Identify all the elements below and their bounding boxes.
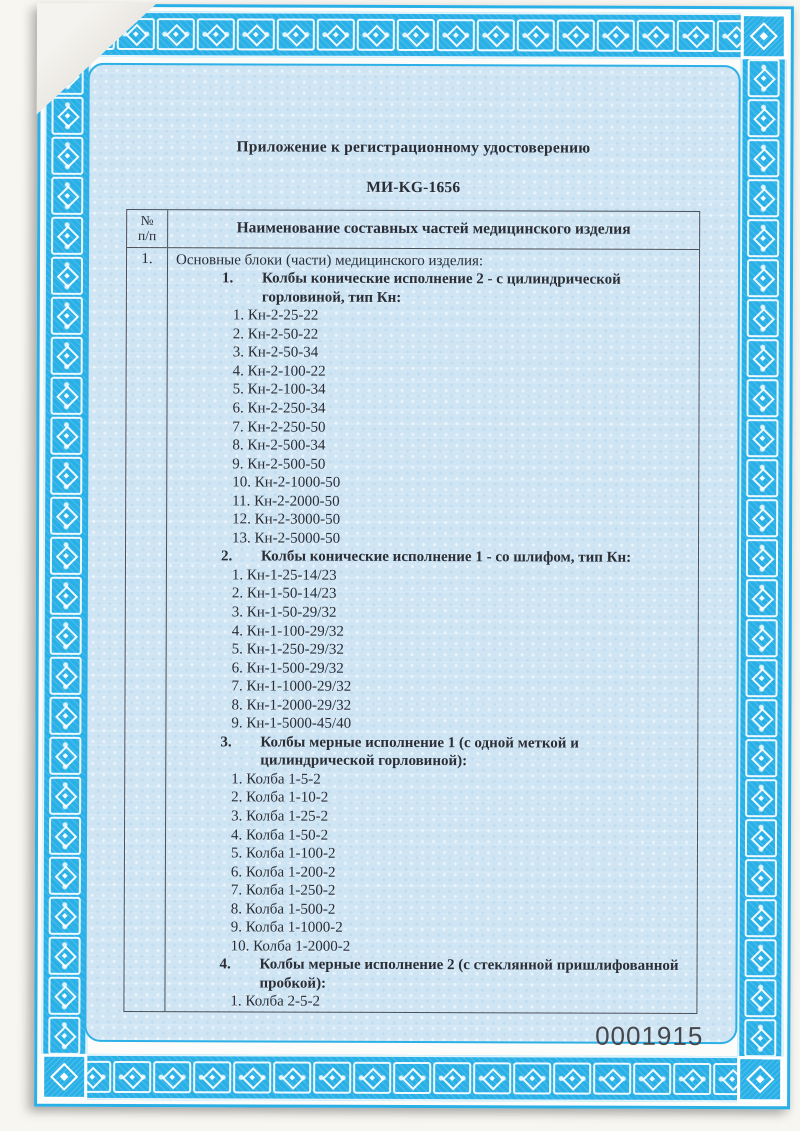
ornament-unit-icon bbox=[437, 19, 475, 51]
section-title: Колбы конические исполнение 2 - с цилиндрической горловиной, тип Кн: bbox=[261, 270, 621, 306]
ornament-unit-icon bbox=[48, 976, 80, 1014]
ornament-unit-icon bbox=[49, 896, 81, 934]
table-header-row bbox=[127, 210, 699, 250]
registration-number: МИ-KG-1656 bbox=[366, 178, 461, 197]
ornament-unit-icon bbox=[677, 20, 715, 52]
column-header-number bbox=[127, 210, 168, 247]
ornament-unit-icon bbox=[745, 859, 777, 897]
ornament-unit-icon bbox=[197, 18, 235, 50]
ornament-unit-icon bbox=[746, 459, 778, 497]
ornament-unit-icon bbox=[553, 1062, 591, 1094]
ornament-unit-icon bbox=[433, 1062, 471, 1094]
document-title: Приложение к регистрационному удостоверению bbox=[236, 138, 591, 157]
ornament-unit-icon bbox=[747, 259, 779, 297]
ornament-unit-icon bbox=[477, 19, 515, 51]
ornament-unit-icon bbox=[153, 1061, 191, 1093]
catalog-item: 7. Кн-1-1000-29/32 bbox=[231, 678, 352, 695]
section-number: 1. bbox=[221, 270, 234, 287]
ornament-unit-icon bbox=[744, 979, 776, 1017]
ornament-unit-icon bbox=[277, 19, 315, 51]
catalog-item: 2. Колба 1-10-2 bbox=[231, 789, 329, 807]
ornament-unit-icon bbox=[51, 296, 83, 334]
catalog-item: 4. Кн-1-100-29/32 bbox=[231, 622, 344, 640]
ornament-unit-icon bbox=[745, 899, 777, 937]
section-header bbox=[219, 956, 692, 995]
ornament-unit-icon bbox=[87, 1061, 111, 1093]
ornament-unit-icon bbox=[49, 856, 81, 894]
ornament-unit-icon bbox=[273, 1062, 311, 1094]
section-number: 2. bbox=[220, 548, 233, 565]
catalog-item: 8. Колба 1-500-2 bbox=[230, 901, 336, 918]
ornament-band-right bbox=[737, 59, 786, 1056]
ornament-band-top bbox=[91, 11, 741, 59]
ornament-unit-icon bbox=[357, 19, 395, 51]
catalog-item: 12. Кн-2-3000-50 bbox=[232, 511, 341, 528]
catalog-item: 3. Кн-1-50-29/32 bbox=[231, 604, 337, 621]
scanned-certificate-page bbox=[34, 4, 794, 1110]
ornament-unit-icon bbox=[50, 616, 82, 654]
ornament-unit-icon bbox=[746, 379, 778, 417]
ornament-unit-icon bbox=[51, 176, 83, 214]
ornament-unit-icon bbox=[717, 20, 741, 52]
ornament-unit-icon bbox=[51, 216, 83, 254]
ornament-unit-icon bbox=[48, 1016, 80, 1054]
section-number: 4. bbox=[219, 956, 231, 973]
ornament-unit-icon bbox=[51, 96, 83, 134]
ornament-unit-icon bbox=[597, 20, 635, 52]
ornament-unit-icon bbox=[51, 136, 83, 174]
ornament-unit-icon bbox=[745, 699, 777, 737]
ornament-unit-icon bbox=[633, 1063, 671, 1095]
ornament-unit-icon bbox=[673, 1063, 711, 1095]
ornament-unit-icon bbox=[747, 99, 779, 137]
ornament-unit-icon bbox=[397, 19, 435, 51]
ornament-unit-icon bbox=[713, 1063, 737, 1095]
ornament-unit-icon bbox=[313, 1062, 351, 1094]
ornament-unit-icon bbox=[51, 336, 83, 374]
row-content bbox=[165, 248, 699, 1013]
ornament-unit-icon bbox=[50, 576, 82, 614]
ornament-unit-icon bbox=[49, 696, 81, 734]
table-row bbox=[124, 248, 699, 1013]
ornament-unit-icon bbox=[50, 416, 82, 454]
catalog-item: 8. Кн-1-2000-29/32 bbox=[231, 697, 352, 714]
ornament-unit-icon bbox=[193, 1061, 231, 1093]
corner-rosette-icon bbox=[737, 1056, 783, 1102]
section-title: Колбы мерные исполнение 2 (с стеклянной пришлифованной пробкой): bbox=[259, 956, 679, 992]
ornament-band-bottom bbox=[87, 1054, 737, 1102]
catalog-item: 4. Кн-2-100-22 bbox=[232, 363, 326, 380]
catalog-item: 13. Кн-2-5000-50 bbox=[232, 530, 341, 547]
serial-number: 0001915 bbox=[595, 1020, 704, 1052]
corner-rosette-icon bbox=[741, 13, 787, 59]
ornament-unit-icon bbox=[113, 1061, 151, 1093]
ornament-unit-icon bbox=[746, 499, 778, 537]
catalog-item: 9. Кн-2-500-50 bbox=[232, 455, 326, 473]
ornament-unit-icon bbox=[745, 819, 777, 857]
catalog-item: 5. Колба 1-100-2 bbox=[230, 845, 336, 862]
catalog-item: 4. Колба 1-50-2 bbox=[230, 826, 329, 844]
ornament-unit-icon bbox=[49, 816, 81, 854]
ornament-unit-icon bbox=[747, 139, 779, 177]
ornament-unit-icon bbox=[237, 18, 275, 50]
catalog-item: 11. Кн-2-2000-50 bbox=[232, 493, 340, 510]
ornament-unit-icon bbox=[745, 779, 777, 817]
components-table bbox=[123, 209, 700, 1014]
catalog-item: 6. Колба 1-200-2 bbox=[230, 863, 336, 881]
ornament-unit-icon bbox=[50, 496, 82, 534]
ornament-unit-icon bbox=[513, 1062, 551, 1094]
ornament-unit-icon bbox=[745, 939, 777, 977]
section-number: 3. bbox=[220, 734, 232, 751]
ornament-unit-icon bbox=[473, 1062, 511, 1094]
ornament-unit-icon bbox=[747, 339, 779, 377]
no-sub: п/п bbox=[137, 228, 157, 244]
ornament-unit-icon bbox=[593, 1063, 631, 1095]
section-header bbox=[220, 733, 693, 772]
catalog-item: 3. Колба 1-25-2 bbox=[231, 808, 329, 825]
catalog-item: 6. Кн-2-250-34 bbox=[232, 400, 326, 417]
ornament-unit-icon bbox=[747, 299, 779, 337]
ornament-unit-icon bbox=[747, 219, 779, 257]
ornament-unit-icon bbox=[637, 20, 675, 52]
catalog-item: 6. Кн-1-500-29/32 bbox=[231, 659, 344, 677]
ornament-unit-icon bbox=[51, 256, 83, 294]
ornament-unit-icon bbox=[557, 19, 595, 51]
ornament-unit-icon bbox=[517, 19, 555, 51]
ornament-unit-icon bbox=[746, 579, 778, 617]
ornament-unit-icon bbox=[745, 739, 777, 777]
catalog-item: 1. Кн-1-25-14/23 bbox=[231, 567, 337, 584]
ornament-band-left bbox=[41, 57, 90, 1054]
ornament-unit-icon bbox=[50, 456, 82, 494]
ornament-unit-icon bbox=[317, 19, 355, 51]
catalog-item: 5. Кн-1-250-29/32 bbox=[231, 641, 344, 658]
ornament-unit-icon bbox=[746, 419, 778, 457]
ornament-unit-icon bbox=[393, 1062, 431, 1094]
ornament-unit-icon bbox=[50, 656, 82, 694]
ornament-unit-icon bbox=[746, 619, 778, 657]
ornament-unit-icon bbox=[233, 1061, 271, 1093]
column-header-name: Наименование составных частей медицинского изделия bbox=[236, 219, 631, 239]
row-number-cell: 1. bbox=[124, 248, 168, 1012]
ornament-unit-icon bbox=[50, 536, 82, 574]
ornament-unit-icon bbox=[50, 376, 82, 414]
ornament-unit-icon bbox=[49, 776, 81, 814]
catalog-item: 7. Колба 1-250-2 bbox=[230, 882, 336, 899]
section-header bbox=[221, 548, 694, 568]
ornament-unit-icon bbox=[746, 659, 778, 697]
catalog-item: 10. Кн-2-1000-50 bbox=[232, 474, 341, 491]
catalog-item: 7. Кн-2-250-50 bbox=[232, 418, 326, 436]
ornament-unit-icon bbox=[744, 1019, 776, 1057]
catalog-item: 1. Колба 2-5-2 bbox=[230, 993, 321, 1011]
section-title: Колбы конические исполнение 1 - со шлифом, тип Кн: bbox=[260, 548, 632, 567]
section-title: Колбы мерные исполнение 1 (с одной меткой и цилиндрической горловиной): bbox=[260, 734, 579, 770]
row-intro: Основные блоки (части) медицинского изделия: bbox=[176, 251, 484, 269]
ornament-unit-icon bbox=[157, 18, 195, 50]
corner-rosette-icon bbox=[41, 1054, 87, 1100]
catalog-item: 2. Кн-1-50-14/23 bbox=[231, 585, 337, 603]
ornament-unit-icon bbox=[748, 59, 780, 97]
section-header bbox=[222, 269, 695, 308]
ornament-unit-icon bbox=[49, 936, 81, 974]
catalog-item: 1. Кн-2-25-22 bbox=[232, 307, 319, 324]
catalog-item: 3. Кн-2-50-34 bbox=[232, 344, 319, 361]
catalog-item: 5. Кн-2-100-34 bbox=[232, 381, 326, 399]
catalog-item: 9. Кн-1-5000-45/40 bbox=[231, 715, 352, 733]
ornament-unit-icon bbox=[49, 736, 81, 774]
catalog-item: 8. Кн-2-500-34 bbox=[232, 437, 326, 454]
catalog-item: 1. Колба 1-5-2 bbox=[231, 771, 321, 788]
no-sign: № bbox=[140, 213, 154, 229]
ornament-unit-icon bbox=[746, 539, 778, 577]
catalog-item: 2. Кн-2-50-22 bbox=[232, 326, 319, 343]
catalog-item: 9. Колба 1-1000-2 bbox=[230, 919, 343, 937]
ornament-unit-icon bbox=[747, 179, 779, 217]
catalog-item: 10. Колба 1-2000-2 bbox=[230, 938, 351, 955]
ornament-unit-icon bbox=[353, 1062, 391, 1094]
